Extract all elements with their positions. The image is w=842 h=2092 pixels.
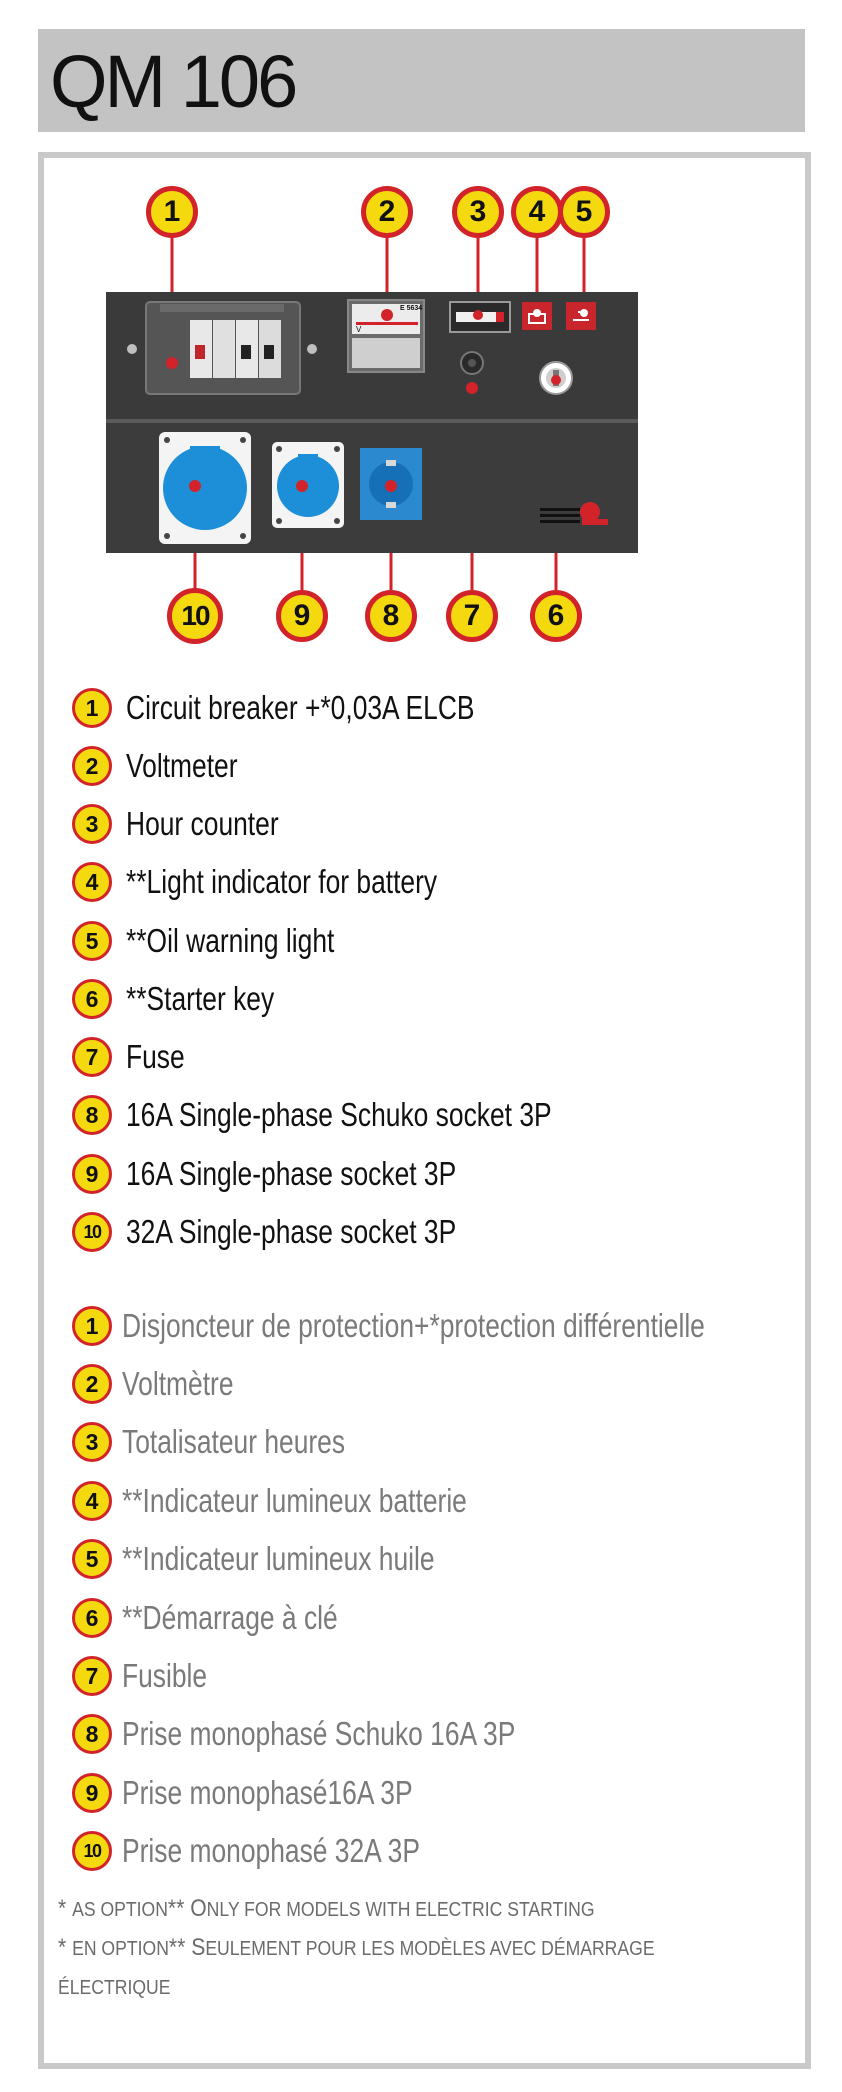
- legend-number: 2: [72, 1364, 112, 1404]
- circuit-breaker-box: [127, 302, 317, 394]
- callout-badge-5: 5: [558, 186, 610, 238]
- callout-badge-4: 4: [511, 186, 563, 238]
- footnote-electric-text: ÉLECTRIQUE: [58, 1977, 171, 1999]
- legend-text: Totalisateur heures: [122, 1423, 346, 1460]
- legend-number: 3: [72, 1422, 112, 1462]
- legend-text: **Light indicator for battery: [126, 863, 438, 900]
- legend-text: **Indicateur lumineux huile: [122, 1540, 435, 1577]
- legend-item: [72, 917, 386, 965]
- footnote-star: **: [168, 1934, 186, 1961]
- legend-number: 9: [72, 1773, 112, 1813]
- legend-number: 10: [72, 1212, 112, 1252]
- callout-badge-7: 7: [446, 590, 498, 642]
- callout-badge-1: 1: [146, 186, 198, 238]
- callout-badge-10: 10: [167, 588, 223, 644]
- legend-text: Prise monophasé16A 3P: [122, 1774, 413, 1811]
- legend-number: 10: [72, 1831, 112, 1871]
- footnote-option-text: AS OPTION: [72, 1899, 168, 1921]
- legend-number: 8: [72, 1714, 112, 1754]
- starter-key: [540, 362, 572, 394]
- voltmeter-unit: V: [356, 325, 362, 334]
- callout-badge-6: 6: [530, 590, 582, 642]
- footnote-option-text: EN OPTION: [72, 1938, 169, 1960]
- legend-number: 7: [72, 1037, 112, 1077]
- legend-text: **Oil warning light: [126, 922, 335, 959]
- legend-text: **Indicateur lumineux batterie: [122, 1482, 467, 1519]
- legend-item: [72, 800, 317, 848]
- legend-number: 5: [72, 1539, 112, 1579]
- legend-item: [72, 1769, 485, 1817]
- legend-item: [72, 1594, 392, 1642]
- legend-number: 1: [72, 688, 112, 728]
- schuko-socket: [360, 448, 422, 520]
- legend-item: [72, 1091, 658, 1139]
- legend-number: 6: [72, 1598, 112, 1638]
- footnote-star: *: [58, 1895, 67, 1922]
- legend-item: [72, 1033, 199, 1081]
- callout-badge-8: 8: [365, 590, 417, 642]
- legend-item: [72, 1710, 614, 1758]
- legend-text: Hour counter: [126, 805, 279, 842]
- footnotes: [58, 1890, 758, 2007]
- battery-light-icon: [522, 302, 552, 330]
- footnote-star: **: [167, 1895, 185, 1922]
- legend-number: 3: [72, 804, 112, 844]
- legend-number: 1: [72, 1306, 112, 1346]
- legend-text: Circuit breaker +*0,03A ELCB: [126, 689, 475, 726]
- legend-text: Voltmeter: [126, 747, 238, 784]
- footnote-initial: O: [190, 1895, 207, 1922]
- legend-number: 7: [72, 1656, 112, 1696]
- socket-16a: [272, 442, 344, 528]
- legend-number: 2: [72, 746, 112, 786]
- voltmeter-code: E 5634: [400, 305, 423, 312]
- footnote-english: [58, 1890, 674, 1929]
- hour-counter: [450, 302, 510, 332]
- legend-text: 16A Single-phase socket 3P: [126, 1155, 457, 1192]
- footnote-electric-text: NLY FOR MODELS WITH ELECTRIC STARTING: [206, 1899, 595, 1921]
- legend-text: **Starter key: [126, 980, 275, 1017]
- legend-item: [72, 1150, 539, 1198]
- legend-item: [72, 1418, 401, 1466]
- legend-item: [72, 684, 562, 732]
- legend-text: Fuse: [126, 1038, 185, 1075]
- legend-item: [72, 1535, 513, 1583]
- legend-text: Voltmètre: [122, 1365, 234, 1402]
- legend-item: [72, 742, 265, 790]
- footnote-french: [58, 1929, 674, 1968]
- legend-number: 5: [72, 921, 112, 961]
- oil-light-icon: [566, 302, 596, 330]
- legend-number: 4: [72, 862, 112, 902]
- footnote-french-continued: [58, 1968, 674, 2007]
- legend-item: [72, 858, 515, 906]
- footnote-electric-text: EULEMENT POUR LES MODÈLES AVEC DÉMARRAGE: [205, 1938, 655, 1960]
- legend-item: [72, 1477, 553, 1525]
- legend-text: 16A Single-phase Schuko socket 3P: [126, 1096, 552, 1133]
- footnote-initial: S: [191, 1934, 206, 1961]
- legend-number: 8: [72, 1095, 112, 1135]
- legend-number: 6: [72, 979, 112, 1019]
- legend-item: [72, 1208, 539, 1256]
- legend-text: 32A Single-phase socket 3P: [126, 1213, 457, 1250]
- legend-number: 9: [72, 1154, 112, 1194]
- footnote-star: *: [58, 1934, 67, 1961]
- legend-text: Fusible: [122, 1657, 208, 1694]
- callout-badge-9: 9: [276, 590, 328, 642]
- legend-item: [72, 1360, 261, 1408]
- voltmeter: [348, 300, 424, 372]
- legend-text: Prise monophasé Schuko 16A 3P: [122, 1715, 516, 1752]
- legend-item: [72, 1652, 228, 1700]
- legend-number: 4: [72, 1481, 112, 1521]
- legend-text: Prise monophasé 32A 3P: [122, 1832, 420, 1869]
- callout-badge-2: 2: [361, 186, 413, 238]
- control-panel-diagram: [0, 0, 842, 660]
- legend-item: [72, 975, 311, 1023]
- socket-32a: [159, 432, 251, 544]
- callout-badge-3: 3: [452, 186, 504, 238]
- legend-item: [72, 1302, 842, 1350]
- legend-text: **Démarrage à clé: [122, 1599, 338, 1636]
- legend-item: [72, 1827, 494, 1875]
- legend-text: Disjoncteur de protection+*protection différentielle: [122, 1307, 705, 1344]
- model-title: QM 106: [50, 40, 296, 123]
